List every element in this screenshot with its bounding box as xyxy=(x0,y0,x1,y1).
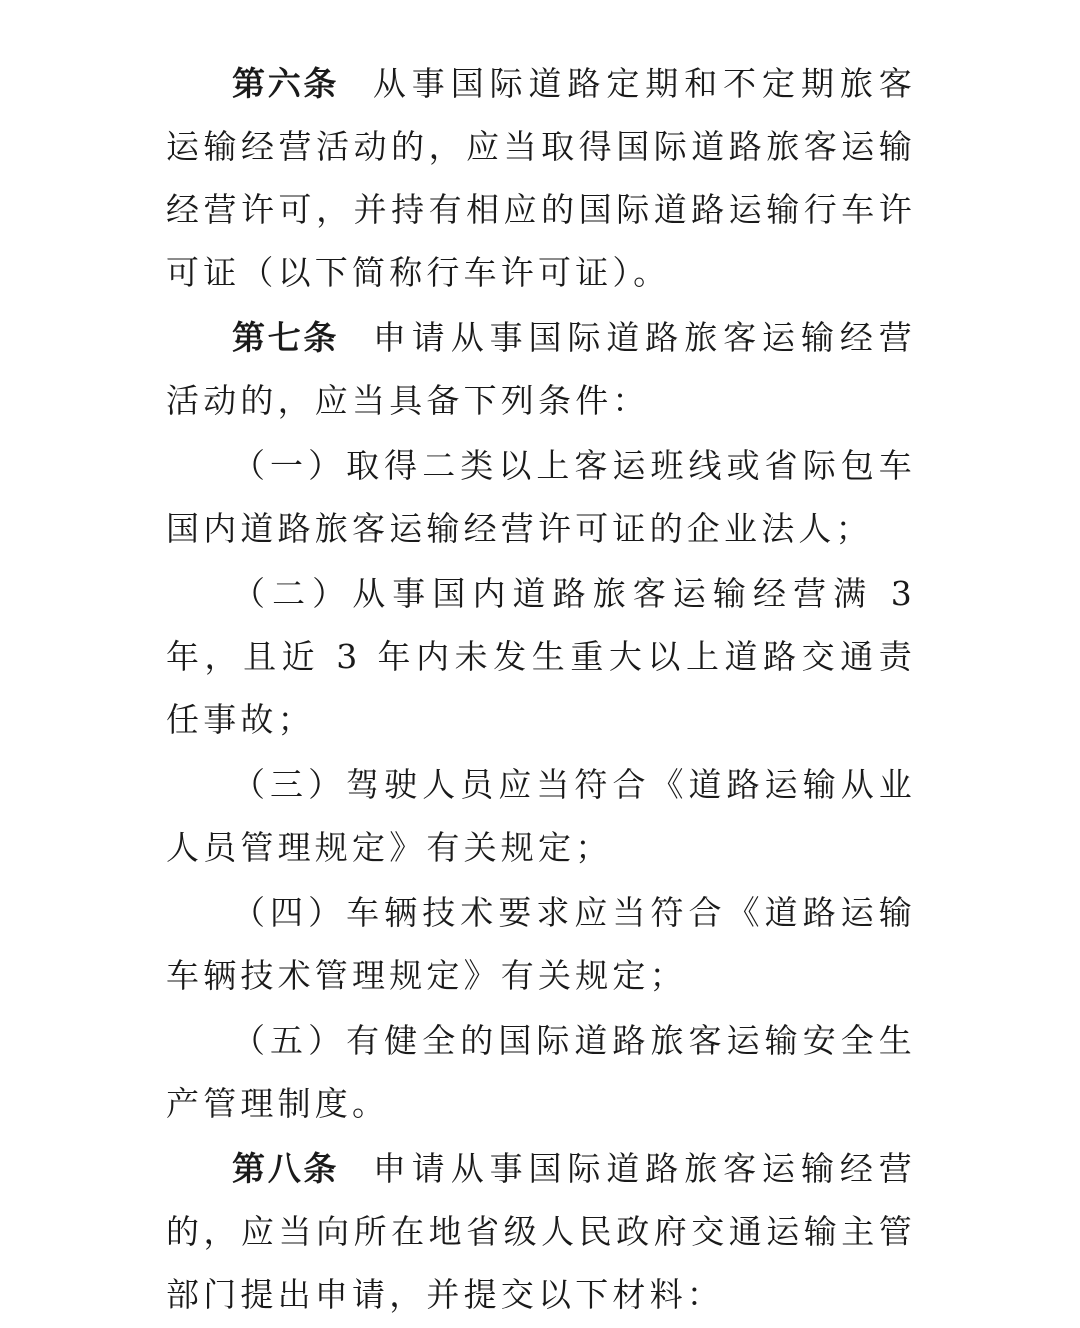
article-text: 申请从事国际道路旅客运输经营活动的，应当具备下列条件： xyxy=(166,318,916,420)
condition-item-4 xyxy=(166,881,916,1007)
article-text: 从事国际道路定期和不定期旅客运输经营活动的，应当取得国际道路旅客运输经营许可，并持有相应的国际道路运输行车许可证（以下简称行车许可证）。 xyxy=(166,64,916,292)
condition-item-3 xyxy=(166,753,916,879)
condition-item-5 xyxy=(166,1009,916,1135)
article-7 xyxy=(166,306,916,432)
condition-text: （五）有健全的国际道路旅客运输安全生产管理制度。 xyxy=(166,1021,916,1123)
article-text: 申请从事国际道路旅客运输经营的，应当向所在地省级人民政府交通运输主管部门提出申请，并提交以下材料： xyxy=(166,1149,916,1314)
article-heading: 第六条 xyxy=(232,64,340,103)
condition-item-2 xyxy=(166,562,916,751)
condition-text: （二）从事国内道路旅客运输经营满 3 年，且近 3 年内未发生重大以上道路交通责任事故； xyxy=(166,574,916,739)
article-8 xyxy=(166,1137,916,1326)
article-heading: 第七条 xyxy=(232,318,340,357)
condition-text: （一）取得二类以上客运班线或省际包车国内道路旅客运输经营许可证的企业法人； xyxy=(166,446,916,548)
article-6 xyxy=(166,52,916,304)
document-page xyxy=(166,50,916,1328)
condition-text: （三）驾驶人员应当符合《道路运输从业人员管理规定》有关规定； xyxy=(166,765,916,867)
condition-text: （四）车辆技术要求应当符合《道路运输车辆技术管理规定》有关规定； xyxy=(166,893,916,995)
condition-item-1 xyxy=(166,434,916,560)
article-heading: 第八条 xyxy=(232,1149,340,1188)
